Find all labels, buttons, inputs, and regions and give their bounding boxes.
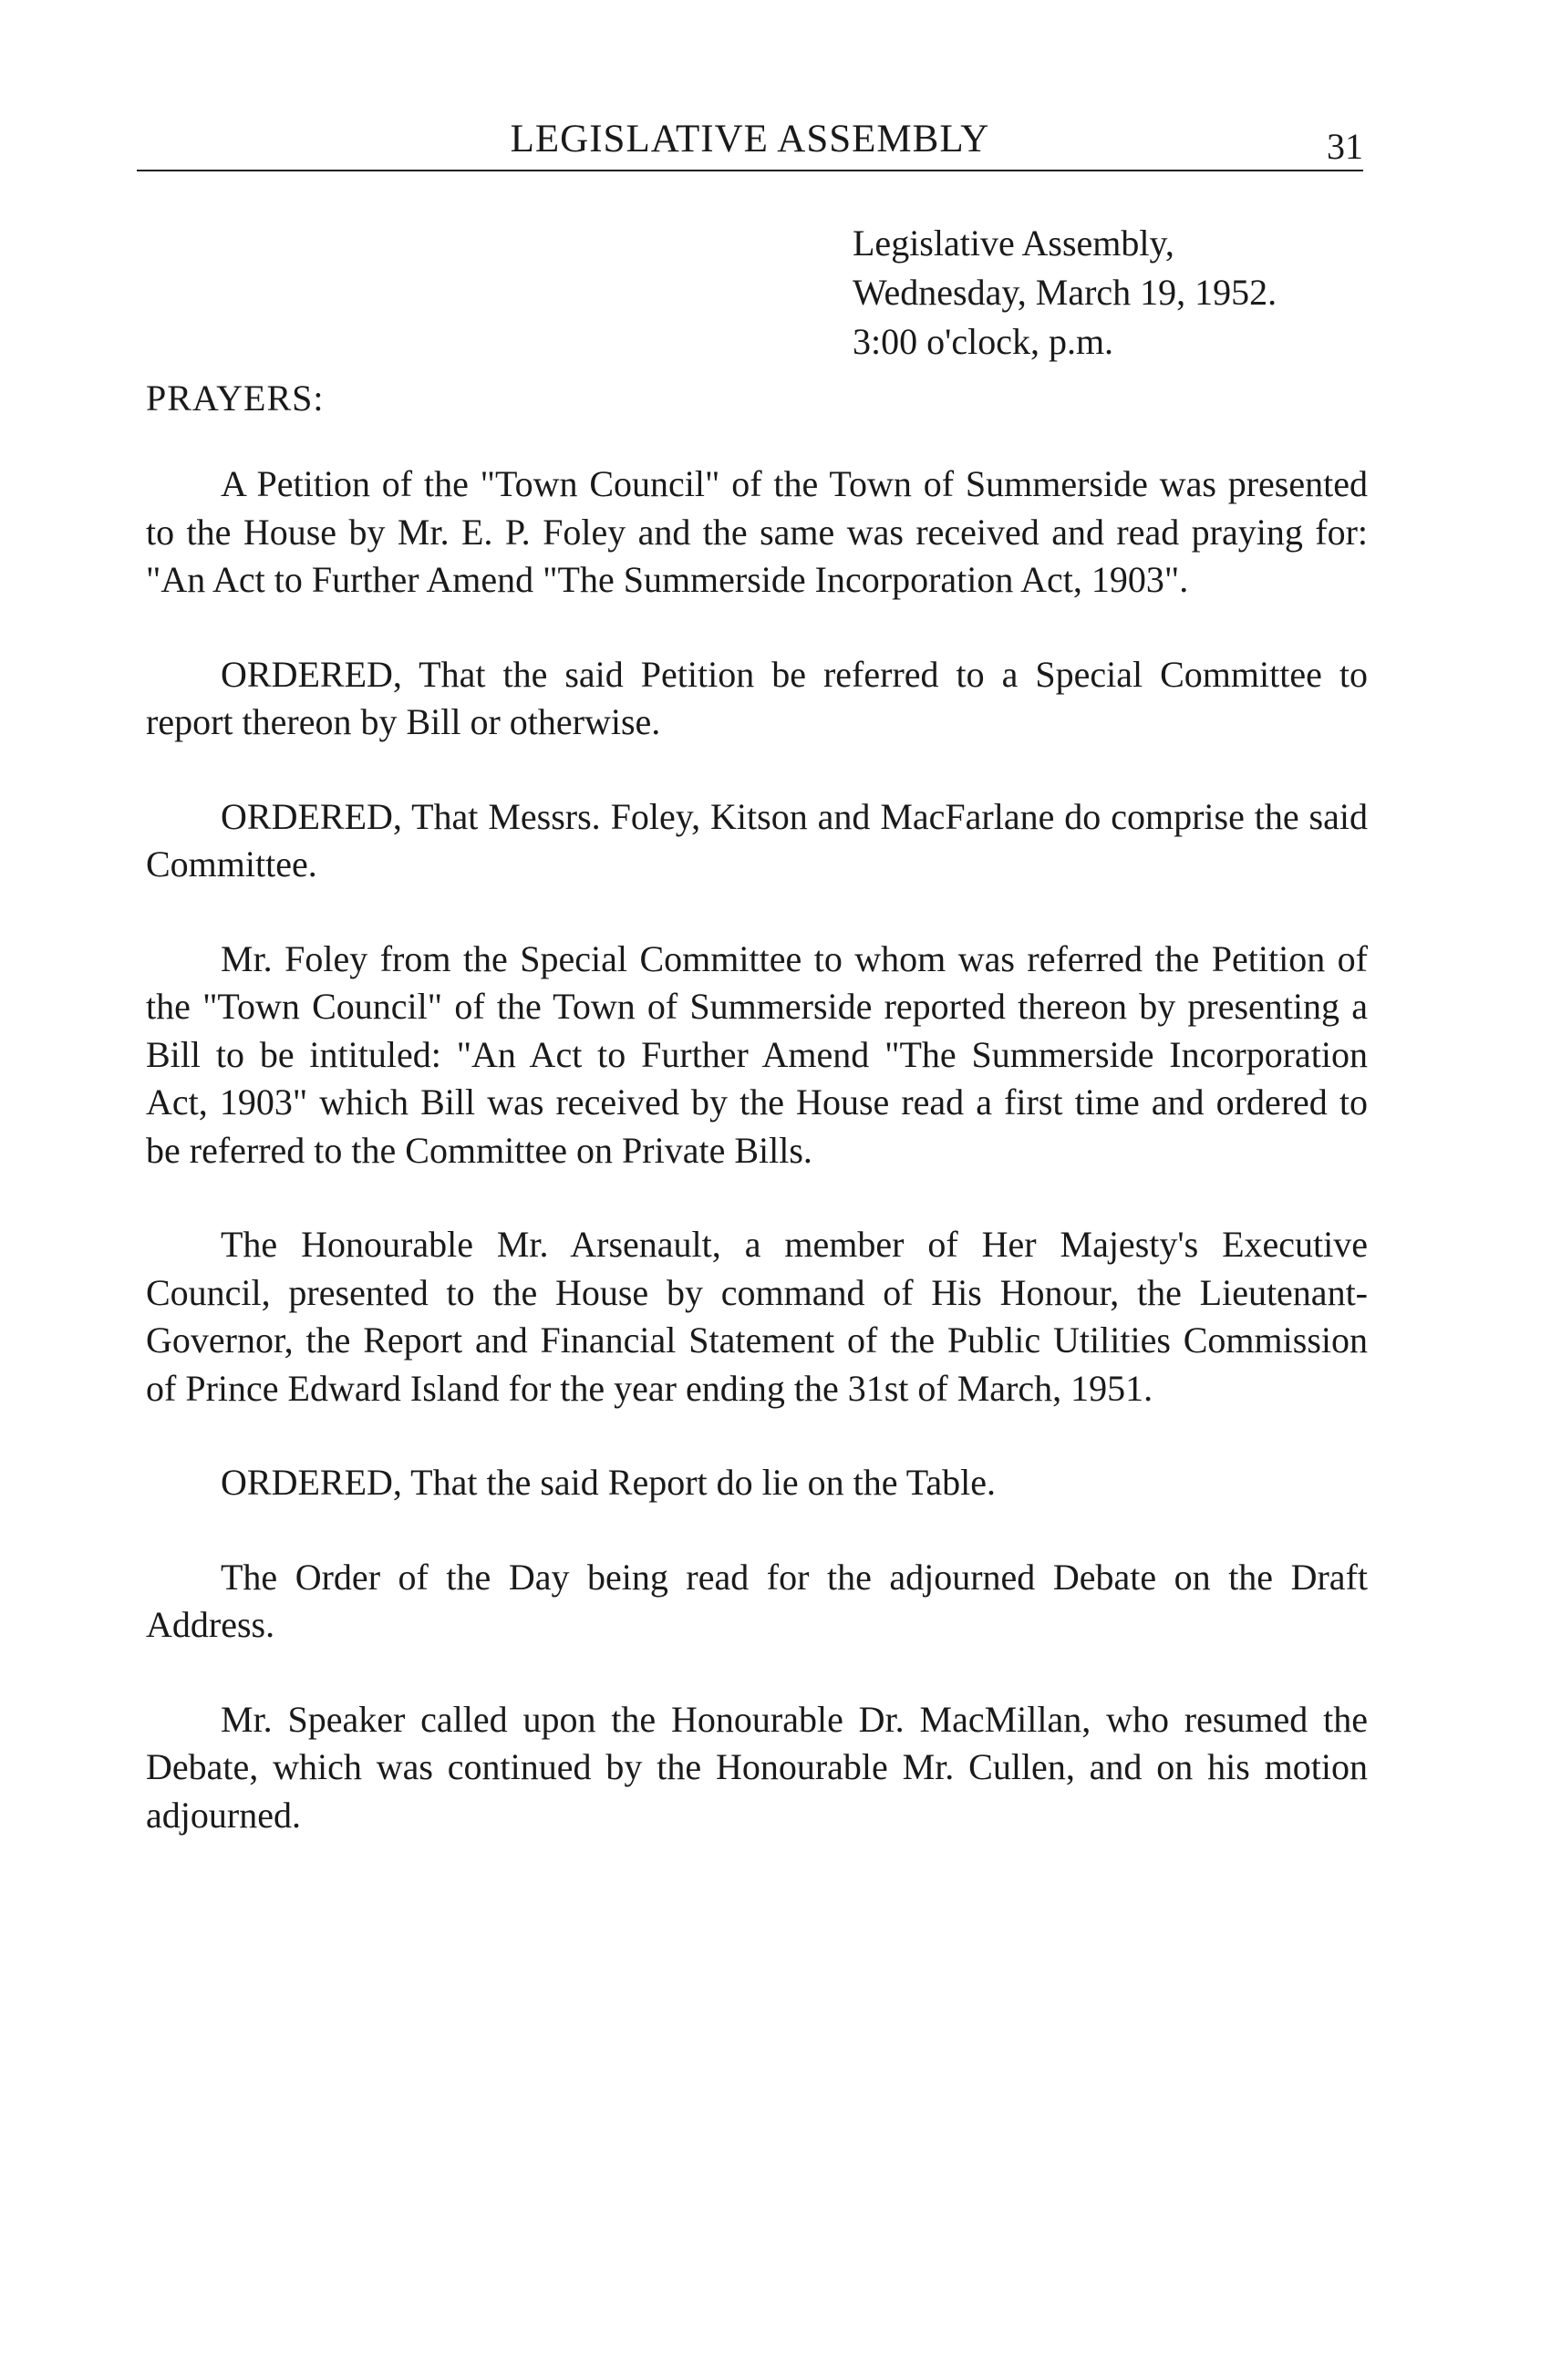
- paragraph-order-committee: ORDERED, That Messrs. Foley, Kitson and MacFarlane do comprise the said Committee.: [146, 795, 1368, 885]
- running-head: [137, 108, 1363, 171]
- dateline-time: 3:00 o'clock, p.m.: [853, 321, 1114, 362]
- dateline-assembly: Legislative Assembly,: [853, 222, 1174, 264]
- running-title: LEGISLATIVE ASSEMBLY: [510, 118, 990, 160]
- header-rule: [137, 170, 1363, 171]
- paragraph-committee-report: Mr. Foley from the Special Committee to whom was referred the Petition of the "Town Council" of the Town of Summerside reported thereon by presenting a Bill to be intituled: "An Act to Further Amend "The Summerside Incorporation Act, 1903" which Bill was received by the House read a first time and ordered to be referred to the Committee on Private Bills.: [146, 937, 1368, 1171]
- page-number: 31: [1327, 126, 1363, 167]
- paragraph-order-of-day: The Order of the Day being read for the adjourned Debate on the Draft Address.: [146, 1556, 1368, 1645]
- paragraph-debate: Mr. Speaker called upon the Honourable Dr. MacMillan, who resumed the Debate, which was continued by the Honourable Mr. Cullen, and on his motion adjourned.: [146, 1698, 1368, 1836]
- paragraph-petition: A Petition of the "Town Council" of the Town of Summerside was presented to the House by Mr. E. P. Foley and the same was received and read praying for: "An Act to Further Amend "The Summerside Incorporation Act, 1903".: [146, 463, 1368, 600]
- dateline: [853, 219, 1363, 367]
- dateline-date: Wednesday, March 19, 1952.: [853, 272, 1277, 313]
- prayers-heading: PRAYERS:: [146, 378, 325, 419]
- paragraph-order-table: ORDERED, That the said Report do lie on the Table.: [221, 1462, 997, 1503]
- paragraph-financial-statement: The Honourable Mr. Arsenault, a member of Her Majesty's Executive Council, presented to the House by command of His Honour, the Lieutenant-Governor, the Report and Financial Statement of the Public Utilities Commission of Prince Edward Island for the year ending the 31st of March, 1951.: [146, 1224, 1368, 1409]
- minutes-body: [146, 460, 1368, 1886]
- paragraph-order-refer: ORDERED, That the said Petition be referred to a Special Committee to report thereon by Bill or otherwise.: [146, 653, 1368, 742]
